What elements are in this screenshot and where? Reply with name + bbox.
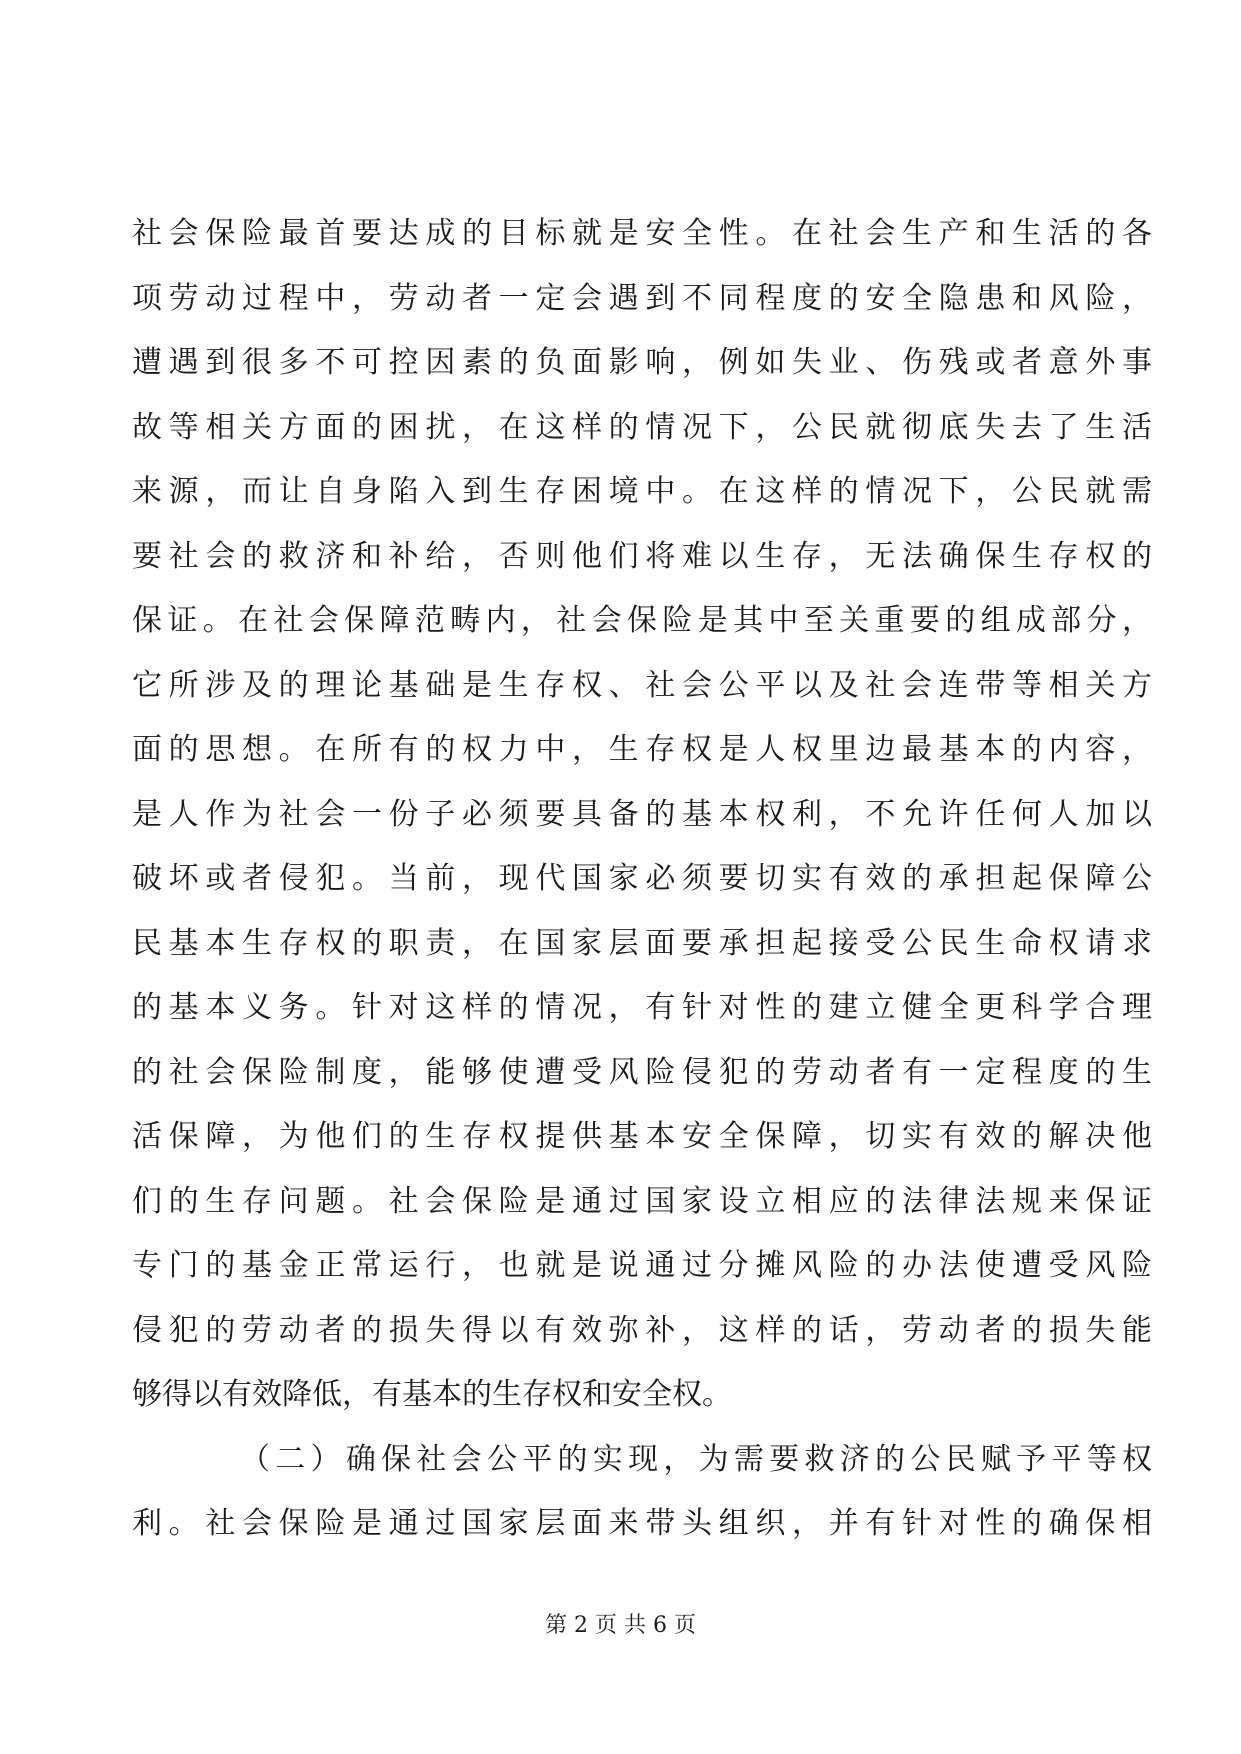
text-line: 来源，而让自身陷入到生存困境中。在这样的情况下，公民就需 [132,474,1152,509]
text-line: 们的生存问题。社会保险是通过国家设立相应的法律法规来保证 [132,1183,1152,1219]
section-heading-line: （二）确保社会公平的实现，为需要救济的公民赋予平等权 [240,1441,1152,1477]
text-line: 民基本生存权的职责，在国家层面要承担起接受公民生命权请求 [132,925,1152,961]
text-line: 是人作为社会一份子必须要具备的基本权利，不允许任何人加以 [132,796,1152,832]
page-number-footer: 第 2 页 共 6 页 [545,1613,696,1638]
text-line: 它所涉及的理论基础是生存权、社会公平以及社会连带等相关方 [132,667,1152,703]
text-line: 要社会的救济和补给，否则他们将难以生存，无法确保生存权的 [132,538,1152,574]
body-text [132,202,1152,1557]
text-line: 项劳动过程中，劳动者一定会遇到不同程度的安全隐患和风险， [132,280,1152,316]
text-line: 利。社会保险是通过国家层面来带头组织，并有针对性的确保相 [132,1506,1152,1541]
text-line: 活保障，为他们的生存权提供基本安全保障，切实有效的解决他 [132,1119,1152,1154]
text-line: 专门的基金正常运行，也就是说通过分摊风险的办法使遭受风险 [132,1248,1152,1283]
text-line: 遭遇到很多不可控因素的负面影响，例如失业、伤残或者意外事 [132,345,1152,380]
text-line: 保证。在社会保障范畴内，社会保险是其中至关重要的组成部分， [132,603,1152,638]
text-line: 面的思想。在所有的权力中，生存权是人权里边最基本的内容， [132,732,1152,767]
text-line: 够得以有效降低，有基本的生存权和安全权。 [132,1377,732,1412]
text-line: 破坏或者侵犯。当前，现代国家必须要切实有效的承担起保障公 [132,861,1152,896]
text-line: 的基本义务。针对这样的情况，有针对性的建立健全更科学合理 [132,990,1152,1025]
text-line: 的社会保险制度，能够使遭受风险侵犯的劳动者有一定程度的生 [132,1054,1152,1090]
text-line: 社会保险最首要达成的目标就是安全性。在社会生产和生活的各 [132,216,1152,251]
text-line: 故等相关方面的困扰，在这样的情况下，公民就彻底失去了生活 [132,409,1152,445]
text-line: 侵犯的劳动者的损失得以有效弥补，这样的话，劳动者的损失能 [132,1312,1152,1348]
